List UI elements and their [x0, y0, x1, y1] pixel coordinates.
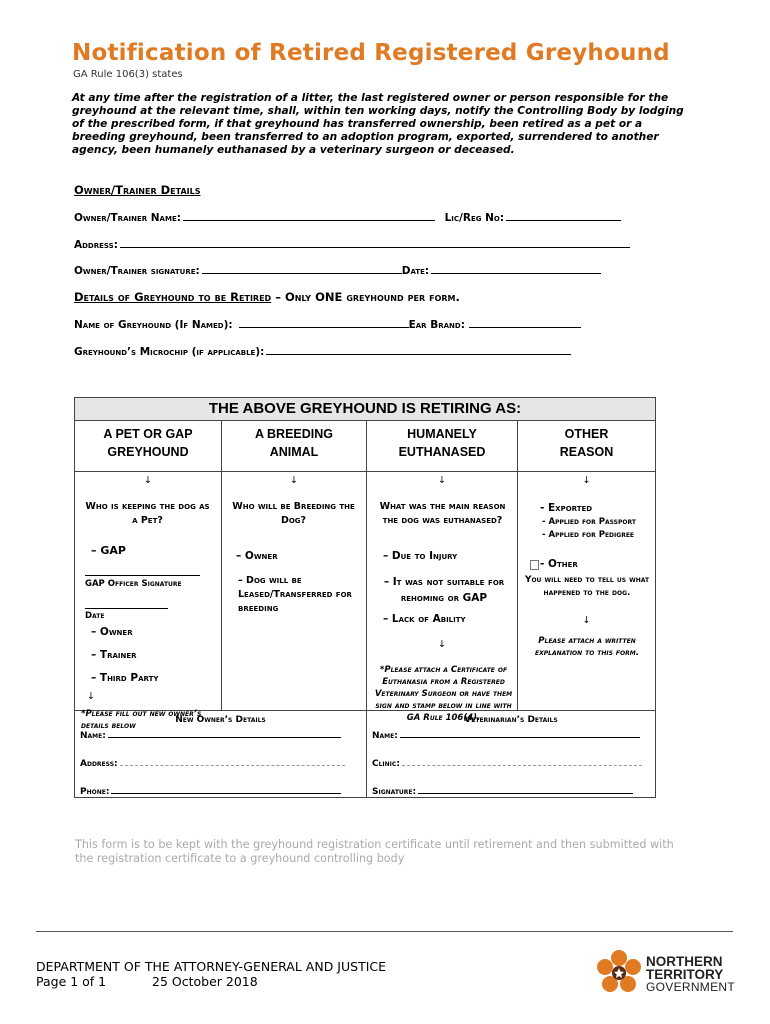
- option-third-party[interactable]: – Third Party: [91, 672, 159, 684]
- greyhound-section-heading: Details of Greyhound to be Retired: [74, 290, 272, 304]
- down-arrow-icon: ↓: [290, 475, 298, 486]
- vet-signature-row: Signature:: [372, 785, 633, 797]
- option-breeding-owner[interactable]: – Owner: [236, 550, 278, 562]
- new-owner-address-field[interactable]: [120, 757, 345, 766]
- address-field[interactable]: [120, 237, 630, 248]
- option-owner[interactable]: – Owner: [91, 626, 133, 638]
- down-arrow-icon: ↓: [582, 615, 591, 626]
- euthanasia-note: *Please attach a Certificate of Euthanasia from a Registered Veterinary Surgeon or have them sign and stamp below in line with GA Rule 106(4).: [374, 665, 513, 723]
- other-cell: [518, 472, 656, 711]
- breeding-cell: [222, 472, 367, 711]
- option-pedigree[interactable]: - Applied for Pedigree: [542, 530, 635, 540]
- new-owner-phone-field[interactable]: [111, 785, 341, 794]
- greyhound-name-label: Name of Greyhound (If Named):: [74, 319, 233, 331]
- column-breeding: A BREEDING ANIMAL: [222, 421, 367, 472]
- owner-name-label: Owner/Trainer Name:: [74, 212, 181, 224]
- signature-field[interactable]: [202, 263, 402, 274]
- euthanased-question: What was the main reason the dog was euthanased?: [379, 501, 506, 526]
- owner-name-row: [74, 210, 621, 224]
- microchip-row: [74, 344, 571, 358]
- down-arrow-icon: ↓: [87, 691, 95, 702]
- column-other: OTHER REASON: [518, 421, 656, 472]
- option-trainer[interactable]: – Trainer: [91, 649, 137, 661]
- option-gap[interactable]: – GAP: [91, 544, 126, 557]
- breeding-question: Who will be Breeding the Dog?: [232, 501, 355, 526]
- new-owner-name-field[interactable]: [108, 729, 341, 738]
- checkbox-icon[interactable]: [530, 560, 539, 570]
- new-owner-heading: New Owner’s Details: [175, 715, 266, 725]
- submission-note: This form is to be kept with the greyhound registration certificate until retirement and then submitted with the registration certificate to a greyhound controlling body: [75, 838, 674, 865]
- retirement-table: [74, 397, 656, 798]
- vet-clinic-field[interactable]: [402, 757, 642, 766]
- option-exported[interactable]: - Exported: [540, 502, 593, 514]
- euthanased-cell: [367, 472, 518, 723]
- vet-name-row: Name:: [372, 729, 640, 741]
- gap-date-label: Date: [85, 611, 105, 621]
- option-injury[interactable]: – Due to Injury: [383, 550, 458, 562]
- down-arrow-icon: ↓: [438, 475, 446, 486]
- greyhound-section-heading-row: [74, 290, 460, 304]
- nt-government-logo-icon: [594, 948, 644, 998]
- column-euthanased: HUMANELY EUTHANASED: [367, 421, 518, 472]
- vet-clinic-row: Clinic:: [372, 757, 642, 769]
- department-name: DEPARTMENT OF THE ATTORNEY-GENERAL AND JUSTICE: [36, 959, 387, 974]
- vet-signature-field[interactable]: [418, 785, 633, 794]
- other-attach-note: Please attach a written explanation to this form.: [535, 636, 639, 658]
- date-label: Date:: [401, 265, 430, 277]
- lic-label: Lic/Reg No:: [444, 212, 505, 224]
- owner-name-field[interactable]: [183, 210, 435, 221]
- option-leased[interactable]: – Dog will be Leased/Transferred for breeding: [238, 575, 352, 614]
- signature-row: [74, 263, 601, 277]
- gap-date-line[interactable]: [85, 608, 168, 609]
- down-arrow-icon: ↓: [438, 639, 446, 650]
- footer-date: 25 October 2018: [152, 974, 258, 989]
- new-owner-phone-row: Phone:: [80, 785, 341, 797]
- vet-name-field[interactable]: [400, 729, 640, 738]
- other-explain: You will need to tell us what happened to the dog.: [524, 575, 650, 598]
- ear-brand-label: Ear Brand:: [408, 319, 465, 331]
- new-owner-address-row: Address:: [80, 757, 345, 769]
- new-owner-note: *Please fill out new owner’s details below: [81, 709, 202, 731]
- option-other[interactable]: - Other: [530, 558, 578, 570]
- rule-text: At any time after the registration of a litter, the last registered owner or person responsible for the greyhound at the relevant time, shall, within ten working days, notify the Controlling Body by lodging of the prescribed form, if that greyhound has transferred ownership, been retired as a pet or a breeding greyhound, been transferred to an adoption program, exported, surrendered to another agency, been humanely euthanased by a veterinary surgeon or deceased.: [72, 92, 684, 156]
- pet-gap-cell: [75, 472, 222, 731]
- option-not-suitable[interactable]: – It was not suitable for rehoming or GAP: [383, 576, 505, 604]
- pet-question: Who is keeping the dog as a Pet?: [85, 501, 210, 526]
- gap-signature-line[interactable]: [85, 575, 200, 576]
- greyhound-section-suffix: – Only ONE greyhound per form.: [271, 290, 460, 304]
- column-pet-gap: A PET OR GAP GREYHOUND: [75, 421, 222, 472]
- owner-section-heading: Owner/Trainer Details: [74, 183, 201, 197]
- nt-government-logo-text: NORTHERN TERRITORY GOVERNMENT: [646, 954, 736, 994]
- greyhound-name-row: [74, 317, 581, 331]
- gap-signature-label: GAP Officer Signature: [85, 579, 182, 589]
- new-owner-details: [75, 711, 367, 798]
- greyhound-name-field[interactable]: [239, 317, 409, 328]
- footer-divider: [36, 931, 733, 932]
- down-arrow-icon: ↓: [144, 475, 152, 486]
- table-title: THE ABOVE GREYHOUND IS RETIRING AS:: [75, 398, 656, 421]
- vet-details: [367, 711, 656, 798]
- option-passport[interactable]: - Applied for Passport: [542, 517, 636, 527]
- option-lack-ability[interactable]: – Lack of Ability: [383, 613, 466, 625]
- microchip-label: Greyhound’s Microchip (if applicable):: [74, 346, 265, 358]
- page-number: Page 1 of 1: [36, 974, 107, 989]
- microchip-field[interactable]: [266, 344, 571, 355]
- lic-field[interactable]: [506, 210, 621, 221]
- vet-heading: Veterinarian’s Details: [464, 715, 558, 725]
- down-arrow-icon: ↓: [582, 475, 591, 486]
- address-label: Address:: [74, 239, 118, 251]
- rule-reference: GA Rule 106(3) states: [73, 69, 183, 80]
- address-row: [74, 237, 630, 251]
- ear-brand-field[interactable]: [469, 317, 581, 328]
- signature-label: Owner/Trainer signature:: [74, 265, 200, 277]
- date-field[interactable]: [431, 263, 601, 274]
- new-owner-name-row: Name:: [80, 729, 341, 741]
- page-title: Notification of Retired Registered Greyhound: [72, 40, 670, 66]
